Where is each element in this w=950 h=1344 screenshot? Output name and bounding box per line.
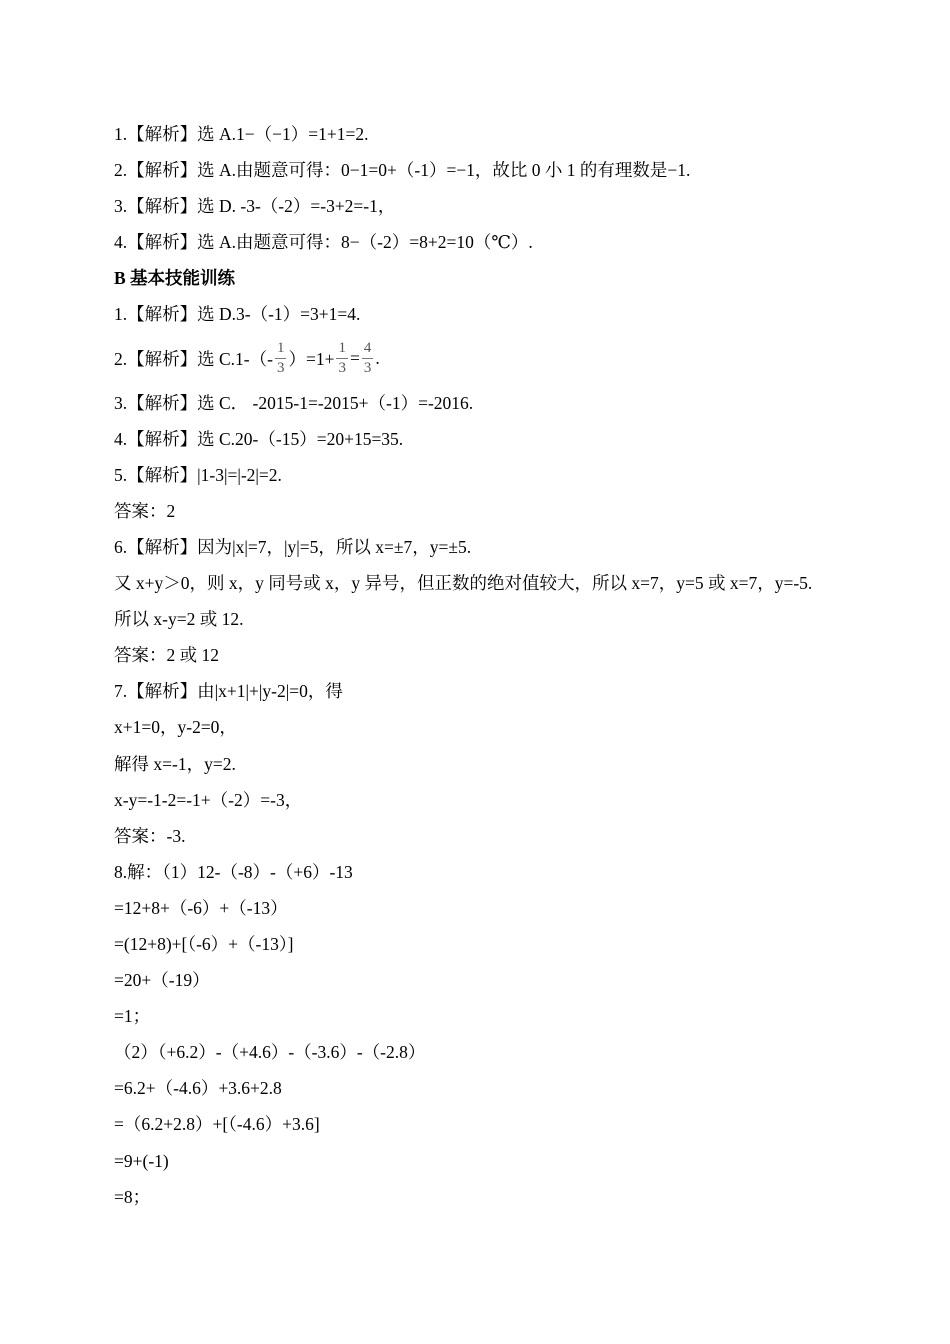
answer-line-b8-part2-step3: =9+(-1)	[114, 1150, 169, 1171]
answer-line-b8-part2: （2）（+6.2）-（+4.6）-（-3.6）-（-2.8）	[114, 1042, 426, 1063]
answer-line-b6-cont: 又 x+y＞0，则 x，y 同号或 x，y 异号，但正数的绝对值较大，所以 x=7，y=5 或 x=7，y=-5.	[114, 573, 813, 594]
answer-line-b8-step1: =12+8+（-6）+（-13）	[114, 897, 288, 918]
fraction-denominator: 3	[338, 360, 346, 377]
answer-line-b8-part2-step1: =6.2+（-4.6）+3.6+2.8	[114, 1078, 282, 1099]
b2-suffix: .	[375, 348, 380, 369]
answer-line-b8-step3: =20+（-19）	[114, 970, 210, 991]
fraction-numerator: 1	[338, 340, 346, 357]
answer-line-b7: 7.【解析】由|x+1|+|y-2|=0，得	[114, 681, 343, 702]
answer-line-b2	[114, 332, 854, 386]
fraction-numerator: 1	[276, 340, 285, 357]
fraction-bar	[275, 358, 287, 359]
answer-line-b3: 3.【解析】选 C． -2015-1=-2015+（-1）=-2016.	[114, 392, 474, 413]
b2-mid2: =	[349, 348, 360, 369]
answer-line-a2: 2.【解析】选 A.由题意可得：0−1=0+（-1）=−1，故比 0 小 1 的有理数是−1.	[114, 160, 691, 181]
answer-line-b5: 5.【解析】|1-3|=|-2|=2.	[114, 464, 282, 485]
answer-line-b8-result2: =8；	[114, 1186, 151, 1207]
answer-line-b8: 8.解：（1）12-（-8）-（+6）-13	[114, 861, 353, 882]
b2-prefix: 2.【解析】选 C.1-（-	[114, 349, 273, 370]
answer-line-a3: 3.【解析】选 D. -3-（-2）=-3+2=-1，	[114, 196, 396, 217]
answer-value-b6: 答案：2 或 12	[114, 645, 219, 666]
fraction-one-third-a	[275, 340, 287, 377]
fraction-denominator: 3	[276, 360, 285, 377]
fraction-bar	[362, 358, 374, 359]
answer-line-b8-step2: =(12+8)+[（-6）+（-13）]	[114, 933, 294, 954]
b2-mid1: ）=1+	[288, 349, 335, 370]
answer-line-a1: 1.【解析】选 A.1−（−1）=1+1=2.	[114, 124, 369, 144]
answer-value-b7: 答案：-3.	[114, 825, 186, 846]
fraction-one-third-b	[336, 340, 348, 377]
answer-line-b4: 4.【解析】选 C.20-（-15）=20+15=35.	[114, 428, 404, 449]
answer-line-a4: 4.【解析】选 A.由题意可得：8−（-2）=8+2=10（℃）.	[114, 232, 533, 253]
answer-line-b7-step3: x-y=-1-2=-1+（-2）=-3，	[114, 789, 303, 810]
document-page	[114, 121, 854, 1220]
answer-line-b7-step2: 解得 x=-1，y=2.	[114, 753, 236, 774]
answer-line-b1: 1.【解析】选 D.3-（-1）=3+1=4.	[114, 304, 361, 325]
fraction-denominator: 3	[363, 360, 372, 377]
fraction-bar	[336, 358, 348, 359]
fraction-numerator: 4	[363, 340, 372, 357]
section-heading-b: B 基本技能训练	[114, 268, 236, 289]
answer-line-b7-step1: x+1=0，y-2=0，	[114, 717, 237, 738]
answer-line-b8-part2-step2: =（6.2+2.8）+[（-4.6）+3.6]	[114, 1114, 320, 1135]
answer-line-b8-result1: =1；	[114, 1006, 151, 1027]
answer-line-b6-conclusion: 所以 x-y=2 或 12.	[114, 609, 244, 630]
fraction-four-thirds	[362, 340, 374, 377]
answer-line-b6: 6.【解析】因为|x|=7，|y|=5，所以 x=±7，y=±5.	[114, 536, 472, 557]
answer-value-b5: 答案：2	[114, 500, 176, 521]
